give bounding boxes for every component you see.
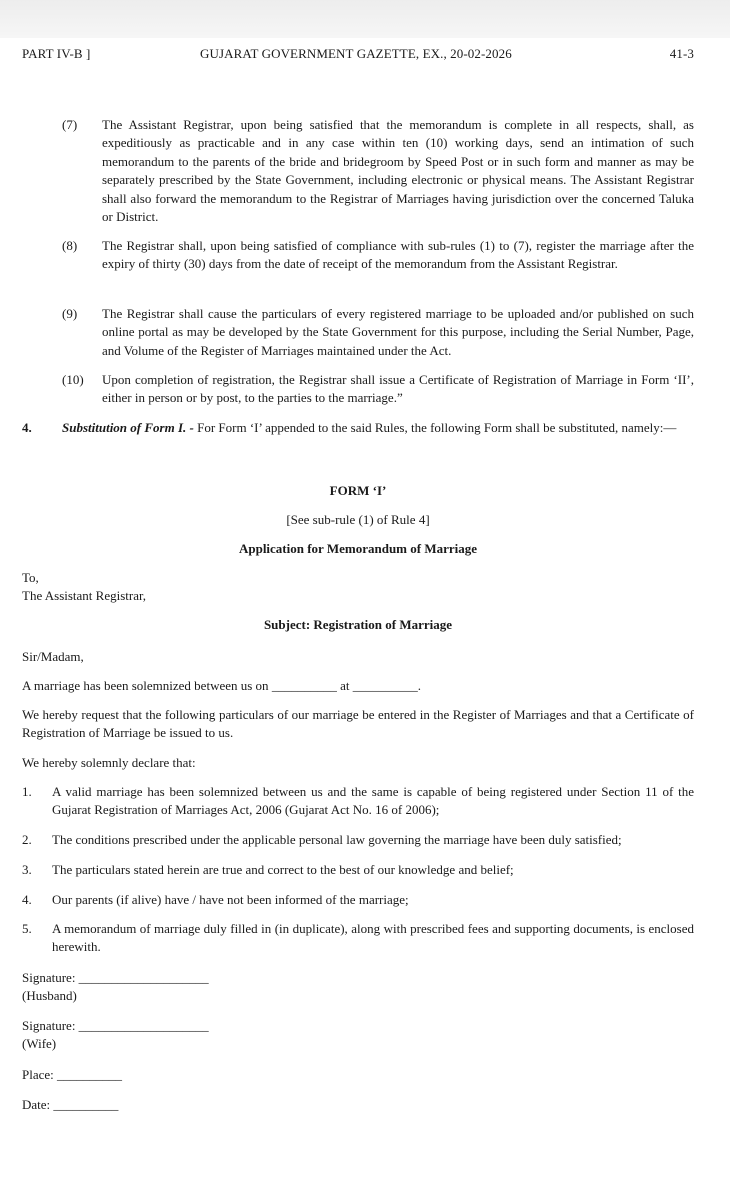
place-field: Place: __________	[22, 1067, 123, 1082]
declaration-number: 1.	[22, 784, 32, 799]
subrule-text: The Registrar shall, upon being satisfied of compliance with sub-rules (1) to (7), register the marriage after the expiry of thirty (30) days from the date of receipt of the memorandum from the Assistant Registrar.	[102, 238, 694, 272]
solemnized-prefix: A marriage has been solemnized between us on	[22, 678, 269, 693]
at-word: at	[340, 678, 350, 693]
section-4	[22, 419, 694, 437]
declaration-text: A valid marriage has been solemnized between us and the same is capable of being registered under Section 11 of the Gujarat Registration of Marriages Act, 2006 (Gujarat Act No. 16 of 2006);	[52, 784, 694, 818]
subrule-8	[62, 237, 694, 274]
subject-line: Subject: Registration of Marriage	[263, 617, 453, 632]
subrule-10	[62, 371, 694, 408]
date-blank: __________	[271, 678, 337, 693]
declaration-number: 5.	[22, 921, 32, 936]
salutation: Sir/Madam,	[22, 649, 84, 664]
section-body: For Form ‘I’ appended to the said Rules, the following Form shall be substituted, namely:—	[197, 420, 677, 435]
subrule-number: (9)	[62, 306, 78, 321]
header-part: PART IV-B ]	[22, 46, 91, 61]
section-heading: Substitution of Form I. -	[62, 420, 194, 435]
declaration-number: 3.	[22, 862, 32, 877]
section-number: 4.	[22, 420, 32, 435]
declaration-text: Our parents (if alive) have / have not been informed of the marriage;	[52, 892, 409, 907]
to-line: To,	[22, 570, 39, 585]
section-text	[62, 419, 694, 437]
declaration-5	[22, 920, 694, 957]
subrule-number: (8)	[62, 238, 78, 253]
declaration-text: The particulars stated herein are true and correct to the best of our knowledge and belief;	[52, 862, 514, 877]
declaration-text: A memorandum of marriage duly filled in (in duplicate), along with prescribed fees and supporting documents, is enclosed herewith.	[52, 921, 694, 955]
declaration-text: The conditions prescribed under the applicable personal law governing the marriage have been duly satisfied;	[52, 832, 622, 847]
declare-line: We hereby solemnly declare that:	[22, 755, 196, 770]
declaration-4	[22, 891, 694, 909]
solemnized-line	[22, 677, 421, 695]
subrule-text: Upon completion of registration, the Registrar shall issue a Certificate of Registration of Marriage in Form ‘II’, either in person or by post, to the parties to the marriage.”	[102, 372, 694, 406]
subrule-number: (10)	[62, 372, 84, 387]
declaration-3	[22, 861, 694, 879]
husband-signature-line: Signature: ____________________	[22, 970, 209, 985]
husband-label: (Husband)	[22, 988, 77, 1003]
subrule-7	[62, 116, 694, 226]
form-title: FORM ‘I’	[329, 483, 387, 498]
declaration-number: 2.	[22, 832, 32, 847]
declaration-2	[22, 831, 694, 849]
addressee: The Assistant Registrar,	[22, 588, 147, 603]
wife-signature-line: Signature: ____________________	[22, 1018, 209, 1033]
header-gazette-title: GUJARAT GOVERNMENT GAZETTE, EX., 20-02-2026	[200, 46, 512, 61]
form-reference: [See sub-rule (1) of Rule 4]	[286, 512, 430, 527]
wife-label: (Wife)	[22, 1036, 57, 1051]
subrule-text: The Assistant Registrar, upon being satisfied that the memorandum is complete in all respects, shall, as expeditiously as practicable and in any case within ten (10) working days, send an intimation of such memorandum to the parents of the bride and bridegroom by Speed Post or in such form and manner as may be separately prescribed by the State Government, including electronic or physical means. The Assistant Registrar shall also forward the memorandum to the Registrar of Marriages having jurisdiction over the concerned Taluka or District.	[102, 117, 694, 225]
declaration-1	[22, 783, 694, 820]
date-field: Date: __________	[22, 1097, 119, 1112]
declaration-number: 4.	[22, 892, 32, 907]
form-heading: Application for Memorandum of Marriage	[238, 541, 478, 556]
header-page-number: 41-3	[669, 46, 694, 61]
request-paragraph: We hereby request that the following particulars of our marriage be entered in the Register of Marriages and that a Certificate of Registration of Marriage be issued to us.	[22, 707, 694, 741]
viewer-top-band	[0, 0, 730, 39]
subrule-9	[62, 305, 694, 360]
subrule-number: (7)	[62, 117, 78, 132]
place-blank: __________.	[352, 678, 421, 693]
subrule-text: The Registrar shall cause the particulars of every registered marriage to be uploaded and/or published on such online portal as may be developed by the State Government for this purpose, including the Serial Number, Page, and Volume of the Register of Marriages maintained under the Act.	[102, 306, 694, 358]
